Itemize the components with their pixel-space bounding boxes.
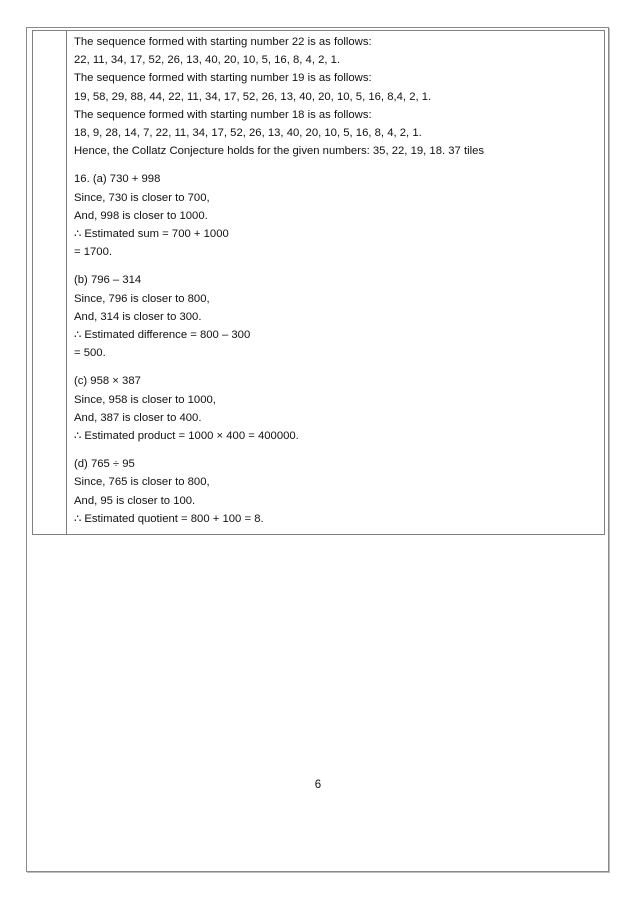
text-line: And, 314 is closer to 300. (74, 310, 202, 323)
column-divider (66, 31, 67, 534)
text-line: Since, 730 is closer to 700, (74, 191, 210, 204)
question-heading: (d) 765 ÷ 95 (74, 458, 135, 471)
text-line: = 1700. (74, 246, 113, 259)
text-line: 19, 58, 29, 88, 44, 22, 11, 34, 17, 52, 26, 13, 40, 20, 10, 5, 16, 8,4, 2, 1. (74, 90, 432, 103)
text-line: ∴ Estimated difference = 800 – 300 (74, 329, 251, 342)
question-heading: (c) 958 × 387 (74, 375, 141, 388)
solution-table (32, 30, 605, 535)
solution-content (74, 33, 602, 528)
question-heading: 16. (a) 730 + 998 (74, 173, 161, 186)
text-line: Since, 958 is closer to 1000, (74, 393, 216, 406)
text-line: ∴ Estimated quotient = 800 + 100 = 8. (74, 512, 264, 525)
text-line: Hence, the Collatz Conjecture holds for the given numbers: 35, 22, 19, 18. 37 tiles (74, 145, 485, 158)
text-line: And, 387 is closer to 400. (74, 411, 202, 424)
text-line: = 500. (74, 347, 106, 360)
text-line: ∴ Estimated product = 1000 × 400 = 400000. (74, 430, 299, 443)
text-line: And, 95 is closer to 100. (74, 494, 196, 507)
text-line: 18, 9, 28, 14, 7, 22, 11, 34, 17, 52, 26, 13, 40, 20, 10, 5, 16, 8, 4, 2, 1. (74, 127, 422, 140)
text-line: Since, 796 is closer to 800, (74, 292, 210, 305)
question-heading: (b) 796 – 314 (74, 274, 142, 287)
text-line: 22, 11, 34, 17, 52, 26, 13, 40, 20, 10, 5, 16, 8, 4, 2, 1. (74, 54, 341, 67)
text-line: The sequence formed with starting number 22 is as follows: (74, 36, 372, 48)
text-line: Since, 765 is closer to 800, (74, 476, 210, 489)
page-number: 6 (314, 779, 322, 791)
text-line: The sequence formed with starting number 18 is as follows: (74, 108, 372, 121)
text-line: And, 998 is closer to 1000. (74, 209, 208, 222)
text-line: The sequence formed with starting number 19 is as follows: (74, 72, 372, 85)
text-line: ∴ Estimated sum = 700 + 1000 (74, 228, 229, 241)
